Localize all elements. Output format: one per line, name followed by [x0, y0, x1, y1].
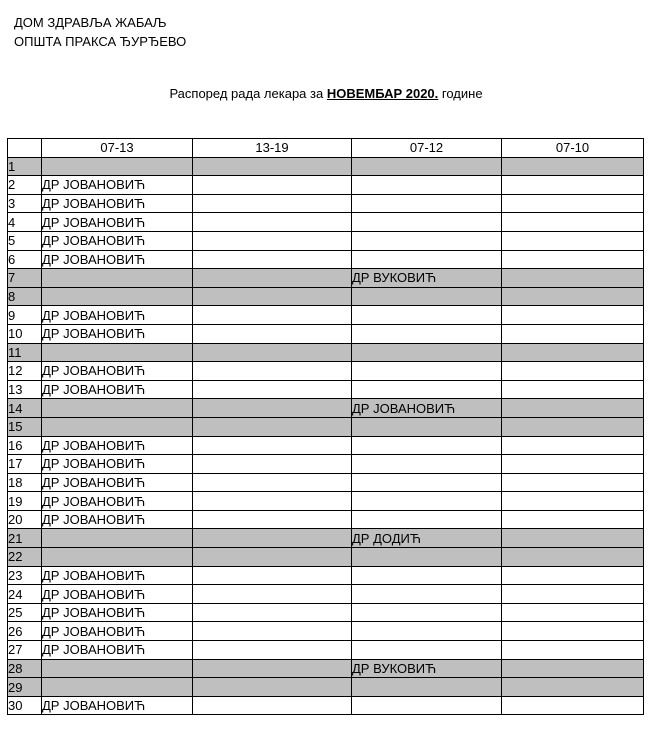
- shift-cell: [193, 436, 352, 455]
- shift-cell: ДР ЈОВАНОВИЋ: [42, 455, 193, 474]
- shift-cell: [193, 678, 352, 697]
- day-number: 9: [8, 306, 42, 325]
- shift-cell: [352, 696, 502, 715]
- shift-cell: [502, 176, 644, 195]
- table-row: [8, 250, 644, 269]
- table-row: [8, 157, 644, 176]
- shift-cell: [42, 287, 193, 306]
- table-row: [8, 324, 644, 343]
- shift-cell: [502, 659, 644, 678]
- shift-cell: [502, 287, 644, 306]
- shift-cell: [502, 324, 644, 343]
- shift-cell: [193, 380, 352, 399]
- shift-cell: ДР ЈОВАНОВИЋ: [42, 622, 193, 641]
- shift-cell: [502, 566, 644, 585]
- shift-cell: [193, 696, 352, 715]
- column-header-shift-1: 07-13: [42, 139, 193, 158]
- shift-cell: ДР ЈОВАНОВИЋ: [42, 213, 193, 232]
- day-number: 7: [8, 269, 42, 288]
- table-row: [8, 473, 644, 492]
- day-number: 5: [8, 231, 42, 250]
- table-row: [8, 566, 644, 585]
- day-number: 6: [8, 250, 42, 269]
- day-number: 21: [8, 529, 42, 548]
- shift-cell: [352, 473, 502, 492]
- table-row: [8, 492, 644, 511]
- day-number: 30: [8, 696, 42, 715]
- table-row: [8, 362, 644, 381]
- day-number: 3: [8, 194, 42, 213]
- shift-cell: [352, 492, 502, 511]
- schedule-title-suffix: године: [438, 86, 483, 101]
- table-row: [8, 641, 644, 660]
- shift-cell: [193, 473, 352, 492]
- table-row: [8, 176, 644, 195]
- table-row: [8, 696, 644, 715]
- table-row: [8, 269, 644, 288]
- table-row: [8, 436, 644, 455]
- shift-cell: [42, 157, 193, 176]
- shift-cell: [193, 250, 352, 269]
- shift-cell: [193, 603, 352, 622]
- shift-cell: [502, 306, 644, 325]
- day-number: 8: [8, 287, 42, 306]
- shift-cell: [502, 269, 644, 288]
- day-number: 16: [8, 436, 42, 455]
- shift-cell: ДР ДОДИЋ: [352, 529, 502, 548]
- day-number: 11: [8, 343, 42, 362]
- shift-cell: [193, 455, 352, 474]
- shift-cell: [193, 213, 352, 232]
- column-header-shift-2: 13-19: [193, 139, 352, 158]
- day-number: 15: [8, 417, 42, 436]
- shift-cell: [193, 324, 352, 343]
- shift-cell: ДР ЈОВАНОВИЋ: [352, 399, 502, 418]
- shift-cell: [193, 622, 352, 641]
- shift-cell: [502, 157, 644, 176]
- day-number: 29: [8, 678, 42, 697]
- shift-cell: [193, 585, 352, 604]
- shift-cell: [193, 269, 352, 288]
- shift-cell: [193, 287, 352, 306]
- shift-cell: ДР ВУКОВИЋ: [352, 269, 502, 288]
- shift-cell: [352, 548, 502, 567]
- table-row: [8, 622, 644, 641]
- shift-cell: ДР ЈОВАНОВИЋ: [42, 436, 193, 455]
- shift-cell: [193, 176, 352, 195]
- shift-cell: [502, 194, 644, 213]
- shift-cell: [352, 157, 502, 176]
- day-number: 17: [8, 455, 42, 474]
- department-name: ОПШТА ПРАКСА ЂУРЂЕВО: [14, 34, 187, 49]
- shift-cell: ДР ЈОВАНОВИЋ: [42, 250, 193, 269]
- shift-cell: ДР ЈОВАНОВИЋ: [42, 176, 193, 195]
- table-row: [8, 455, 644, 474]
- day-number: 19: [8, 492, 42, 511]
- shift-cell: [352, 306, 502, 325]
- shift-cell: ДР ЈОВАНОВИЋ: [42, 362, 193, 381]
- shift-cell: [502, 585, 644, 604]
- schedule-body: [8, 157, 644, 715]
- shift-cell: [352, 566, 502, 585]
- shift-cell: [502, 510, 644, 529]
- shift-cell: [502, 455, 644, 474]
- table-row: [8, 306, 644, 325]
- shift-cell: ДР ЈОВАНОВИЋ: [42, 194, 193, 213]
- shift-cell: [502, 213, 644, 232]
- institution-name: ДОМ ЗДРАВЉА ЖАБАЉ: [14, 15, 167, 30]
- shift-cell: [352, 436, 502, 455]
- shift-cell: ДР ЈОВАНОВИЋ: [42, 380, 193, 399]
- shift-cell: [352, 231, 502, 250]
- shift-cell: [193, 510, 352, 529]
- shift-cell: [352, 287, 502, 306]
- table-row: [8, 417, 644, 436]
- shift-cell: [42, 659, 193, 678]
- shift-cell: [502, 641, 644, 660]
- table-row: [8, 231, 644, 250]
- shift-cell: [42, 548, 193, 567]
- table-row: [8, 343, 644, 362]
- shift-cell: [193, 231, 352, 250]
- day-number: 25: [8, 603, 42, 622]
- shift-cell: [352, 176, 502, 195]
- table-row: [8, 213, 644, 232]
- day-number: 1: [8, 157, 42, 176]
- day-number: 28: [8, 659, 42, 678]
- shift-cell: [502, 492, 644, 511]
- shift-cell: [193, 417, 352, 436]
- shift-cell: [502, 548, 644, 567]
- shift-cell: [193, 529, 352, 548]
- day-number: 18: [8, 473, 42, 492]
- shift-cell: ДР ЈОВАНОВИЋ: [42, 473, 193, 492]
- table-row: [8, 548, 644, 567]
- table-row: [8, 603, 644, 622]
- shift-cell: [502, 343, 644, 362]
- shift-cell: [42, 417, 193, 436]
- shift-cell: [352, 250, 502, 269]
- day-number: 12: [8, 362, 42, 381]
- header-row: [8, 139, 644, 158]
- column-header-day: [8, 139, 42, 158]
- shift-cell: [352, 343, 502, 362]
- table-row: [8, 510, 644, 529]
- shift-cell: [502, 603, 644, 622]
- day-number: 24: [8, 585, 42, 604]
- shift-cell: [193, 641, 352, 660]
- day-number: 4: [8, 213, 42, 232]
- shift-cell: [193, 343, 352, 362]
- shift-cell: [193, 548, 352, 567]
- shift-cell: [42, 678, 193, 697]
- shift-cell: [352, 455, 502, 474]
- schedule-title: [0, 86, 652, 101]
- shift-cell: [502, 250, 644, 269]
- column-header-shift-3: 07-12: [352, 139, 502, 158]
- shift-cell: ДР ЈОВАНОВИЋ: [42, 696, 193, 715]
- shift-cell: [352, 641, 502, 660]
- table-row: [8, 194, 644, 213]
- shift-cell: [193, 306, 352, 325]
- shift-cell: [502, 473, 644, 492]
- shift-cell: [42, 399, 193, 418]
- day-number: 23: [8, 566, 42, 585]
- day-number: 10: [8, 324, 42, 343]
- shift-cell: [502, 622, 644, 641]
- shift-cell: [352, 510, 502, 529]
- day-number: 27: [8, 641, 42, 660]
- schedule-month: НОВЕМБАР 2020.: [326, 86, 439, 101]
- shift-cell: [352, 622, 502, 641]
- shift-cell: [352, 324, 502, 343]
- day-number: 22: [8, 548, 42, 567]
- shift-cell: [502, 529, 644, 548]
- shift-cell: ДР ВУКОВИЋ: [352, 659, 502, 678]
- table-row: [8, 585, 644, 604]
- shift-cell: [352, 603, 502, 622]
- table-row: [8, 399, 644, 418]
- shift-cell: [193, 566, 352, 585]
- shift-cell: ДР ЈОВАНОВИЋ: [42, 641, 193, 660]
- shift-cell: ДР ЈОВАНОВИЋ: [42, 231, 193, 250]
- shift-cell: [193, 194, 352, 213]
- shift-cell: [502, 436, 644, 455]
- table-row: [8, 659, 644, 678]
- column-header-shift-4: 07-10: [502, 139, 644, 158]
- shift-cell: ДР ЈОВАНОВИЋ: [42, 603, 193, 622]
- day-number: 14: [8, 399, 42, 418]
- shift-cell: [42, 269, 193, 288]
- shift-cell: [352, 362, 502, 381]
- day-number: 2: [8, 176, 42, 195]
- shift-cell: [352, 380, 502, 399]
- shift-cell: [193, 399, 352, 418]
- shift-cell: [193, 362, 352, 381]
- shift-cell: ДР ЈОВАНОВИЋ: [42, 510, 193, 529]
- shift-cell: [352, 585, 502, 604]
- shift-cell: [502, 380, 644, 399]
- shift-cell: ДР ЈОВАНОВИЋ: [42, 492, 193, 511]
- shift-cell: [42, 529, 193, 548]
- shift-cell: [502, 417, 644, 436]
- shift-cell: ДР ЈОВАНОВИЋ: [42, 306, 193, 325]
- table-row: [8, 380, 644, 399]
- shift-cell: [352, 678, 502, 697]
- shift-cell: [502, 678, 644, 697]
- schedule-title-prefix: Распоред рада лекара за: [169, 86, 327, 101]
- table-row: [8, 287, 644, 306]
- day-number: 13: [8, 380, 42, 399]
- day-number: 20: [8, 510, 42, 529]
- day-number: 26: [8, 622, 42, 641]
- table-row: [8, 529, 644, 548]
- shift-cell: ДР ЈОВАНОВИЋ: [42, 566, 193, 585]
- shift-cell: [502, 696, 644, 715]
- schedule-table: [7, 138, 644, 715]
- table-row: [8, 678, 644, 697]
- shift-cell: [502, 231, 644, 250]
- shift-cell: [352, 194, 502, 213]
- shift-cell: [502, 399, 644, 418]
- shift-cell: ДР ЈОВАНОВИЋ: [42, 585, 193, 604]
- shift-cell: ДР ЈОВАНОВИЋ: [42, 324, 193, 343]
- shift-cell: [42, 343, 193, 362]
- document-header: [14, 13, 186, 51]
- shift-cell: [193, 492, 352, 511]
- shift-cell: [193, 157, 352, 176]
- shift-cell: [352, 417, 502, 436]
- shift-cell: [502, 362, 644, 381]
- shift-cell: [193, 659, 352, 678]
- shift-cell: [352, 213, 502, 232]
